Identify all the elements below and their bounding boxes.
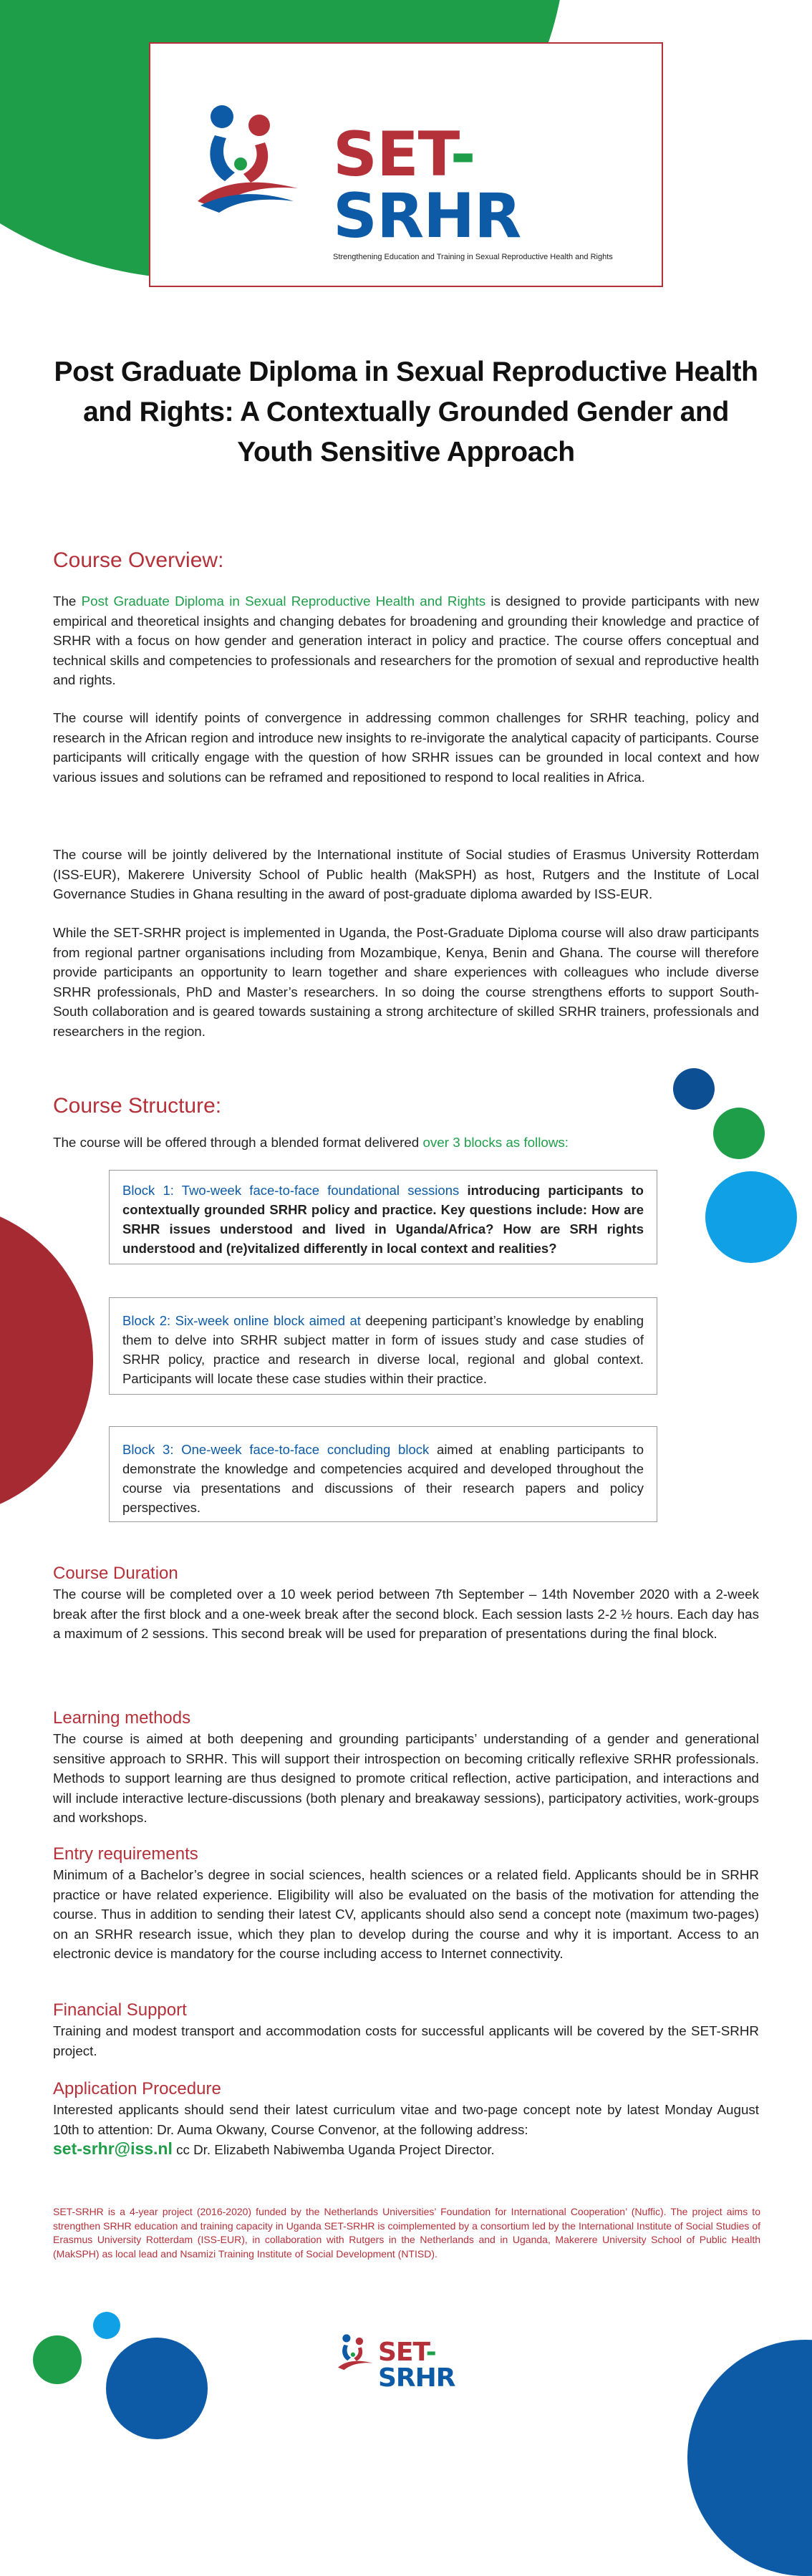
overview-paragraph-4: While the SET-SRHR project is implemented in Uganda, the Post-Graduate Diploma course will also draw participants from regional partner organisations including from Mozambique, Kenya, Benin and Ghana. The course will therefore provide participants an opportunity to learn together and share experiences with colleagues who include diverse SRHR professionals, PhD and Master’s researchers. In so doing the course strengthens efforts to support South-South collaboration and is geared towards sustaining a strong architecture of skilled SRHR trainers, professionals and researchers in the region. xyxy=(53,925,759,1039)
footer-brand-wordmark xyxy=(378,2340,480,2391)
footer-brand-set: SET xyxy=(378,2338,426,2367)
footer-navy-dot xyxy=(106,2338,208,2439)
block-1-title: Block 1: Two-week face-to-face foundational sessions xyxy=(122,1183,460,1198)
footer-brand-dash: - xyxy=(425,2338,436,2367)
red-circle-shape xyxy=(0,1203,93,1518)
overview-paragraph-3: The course will be jointly delivered by the International institute of Social studies of Erasmus University Rotterdam (ISS-EUR), Makerere University School of Public health (MakSPH) as host, Rutgers and the Institute of Local Governance Studies in Ghana resulting in the award of post-graduate diploma awarded by ISS-EUR. xyxy=(53,847,759,901)
contact-email-link[interactable]: set-srhr@iss.nl xyxy=(53,2139,173,2158)
footer-brand-srhr: SRHR xyxy=(378,2363,455,2393)
brand-set-text: SET xyxy=(333,119,450,190)
overview-paragraph-2: The course will identify points of convergence in addressing common challenges for SRHR teaching, policy and research in the African region and introduce new insights to re-invigorate the analytical capacity of participants. Course participants will critically engage with the question of how SRHR issues can be grounded in local context and how various issues and solutions can be reframed and repositioned to respond to local realities in Africa. xyxy=(53,710,759,785)
block-1-text: introducing participants to contextually grounded SRHR policy and practice. Key questions include: How are SRHR issues understood and lived in Uganda/Africa? How are SRH rights understood and (re)vitalized differently in local context and realities? xyxy=(122,1183,644,1256)
overview-p1-rest: is designed to provide participants with new empirical and theoretical insights and changing debates for broadening and grounding their knowledge and practice of SRHR with a focus on how gender and generation interact in policy and practice. The course offers conceptual and technical skills and competencies to professionals and researchers for the promotion of sexual and reproductive health and rights. xyxy=(53,594,760,687)
financial-text: Training and modest transport and accommodation costs for successful applicants will be covered by the SET-SRHR project. xyxy=(53,2023,759,2058)
application-heading: Application Procedure xyxy=(53,2079,221,2098)
set-srhr-logo-icon xyxy=(193,101,301,216)
brand-srhr-text: SRHR xyxy=(333,180,521,252)
application-instructions: Interested applicants should send their latest curriculum vitae and two-page concept note by latest Monday August 10th to attention: Dr. Auma Okwany, Course Convenor, at the following address: xyxy=(53,2102,759,2137)
entry-heading: Entry requirements xyxy=(53,1844,198,1864)
learning-text: The course is aimed at both deepening and grounding participants’ understanding of a gender and generational sensitive approach to SRHR. This will support their introspection on becoming critically reflexive SRHR professionals. Methods to support learning are thus designed to promote critical reflection, active participation, and interactions and will include interactive lecture-discussions (both plenary and breakaway sessions), participatory activities, work-groups and workshops. xyxy=(53,1731,759,1825)
footer-sky-dot xyxy=(93,2312,120,2339)
entry-text: Minimum of a Bachelor’s degree in social sciences, health sciences or a related field. Applicants should be in SRHR practice or have related experience. Eligibility will also be evaluated on the basis of the motivation for attending the course. Thus in addition to sending their latest CV, applicants should also send a concept note (maximum two-pages) on an SRHR research issue, which they plan to develop during the course and why it is important. Access to an electronic device is mandatory for the course including access to Internet connectivity. xyxy=(53,1867,759,1961)
duration-text: The course will be completed over a 10 week period between 7th September – 14th November 2020 with a 2-week break after the first block and a one-week break after the second block. Each session lasts 2-2 ½ hours. Each day has a maximum of 2 sessions. This second break will be used for preparation of presentations during the final block. xyxy=(53,1587,759,1641)
logo-frame xyxy=(149,42,663,287)
block-2-box xyxy=(109,1297,657,1395)
block-2-title: Block 2: Six-week online block aimed at xyxy=(122,1313,361,1328)
block-3-box xyxy=(109,1426,657,1522)
diploma-name-link: Post Graduate Diploma in Sexual Reproductive Health and Rights xyxy=(81,594,486,609)
financial-heading: Financial Support xyxy=(53,2000,187,2020)
footer-logo-icon xyxy=(337,2333,374,2373)
page-title: Post Graduate Diploma in Sexual Reproductive Health and Rights: A Contextually Grounded Gender and Youth Sensitive Approach xyxy=(54,357,758,468)
brand-dash-text: - xyxy=(450,119,475,190)
block-2-text: deepening participant’s knowledge by enabling them to delve into SRHR subject matter in form of issues study and case studies of SRHR policy, practice and research in diverse local, regional and global context. Participants will locate these case studies within their practice. xyxy=(122,1313,644,1386)
sky-dot-shape xyxy=(705,1171,797,1263)
application-text xyxy=(53,2100,759,2160)
footer-corner-circle xyxy=(687,2340,812,2576)
block-3-text: aimed at enabling participants to demonstrate the knowledge and competencies acquired and developed throughout the course via presentations and discussions of their research papers and policy perspectives. xyxy=(122,1442,644,1515)
structure-heading: Course Structure: xyxy=(53,1094,222,1118)
structure-intro-text: The course will be offered through a blended format delivered xyxy=(53,1135,423,1150)
application-cc: cc Dr. Elizabeth Nabiwemba Uganda Project Director. xyxy=(172,2142,495,2157)
block-1-box xyxy=(109,1170,657,1264)
structure-intro xyxy=(53,1133,759,1153)
footer-green-dot xyxy=(33,2335,82,2384)
brand-wordmark xyxy=(333,119,662,252)
overview-paragraph-1 xyxy=(53,591,759,690)
structure-intro-highlight: over 3 blocks as follows: xyxy=(422,1135,569,1150)
footer-logo xyxy=(337,2331,480,2393)
logo-tagline: Strengthening Education and Training in Sexual Reproductive Health and Rights xyxy=(333,253,613,261)
block-3-title: Block 3: One-week face-to-face concluding block xyxy=(122,1442,430,1457)
overview-heading: Course Overview: xyxy=(53,548,224,572)
duration-heading: Course Duration xyxy=(53,1564,178,1583)
learning-heading: Learning methods xyxy=(53,1708,191,1728)
navy-dot-shape xyxy=(673,1068,715,1110)
overview-p1-prefix: The xyxy=(53,594,82,609)
footer-note: SET-SRHR is a 4-year project (2016-2020) funded by the Netherlands Universities’ Foundation for International Cooperation’ (Nuffic). The project aims to strengthen SRHR education and training capacity in Uganda SET-SRHR is coimplemented by a consortium led by the International Institute of Social Studies of Erasmus University Rotterdam (ISS-EUR), in collaboration with Rutgers in the Netherlands and in Uganda, Makerere University School of Public Health (MakSPH) as local lead and Nsamizi Training Institute of Social Development (NTISD). xyxy=(53,2206,760,2260)
